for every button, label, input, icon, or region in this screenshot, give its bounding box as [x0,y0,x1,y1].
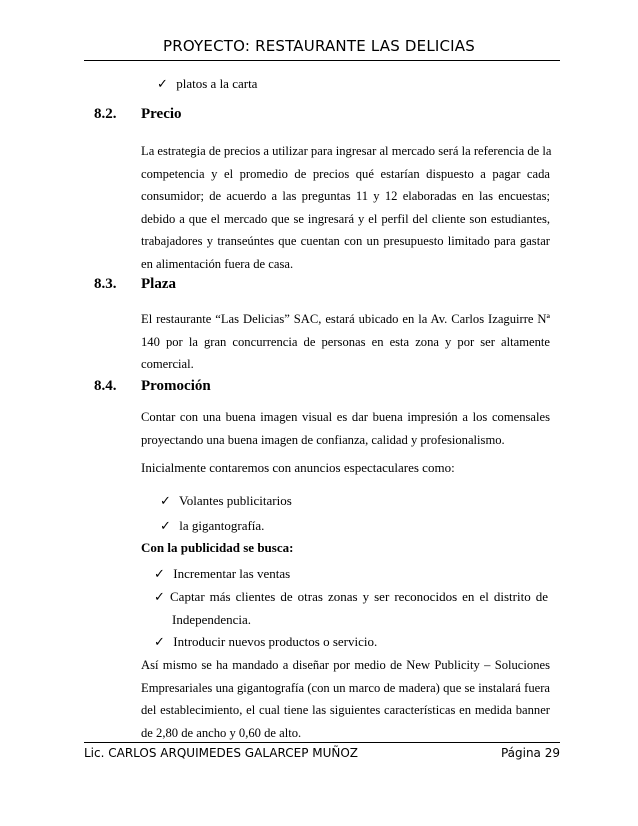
list-item [154,566,290,582]
text-line: La estrategia de precios a utilizar para ingresar al mercado será la referencia de la [141,144,552,158]
list-item-text: platos a la carta [176,76,258,91]
text-line: debido a que el mercado que se ingresará y el perfil del cliente son estudiantes, [141,211,550,226]
section-number: 8.3. [94,276,117,292]
list-item-text: Captar más clientes de otras zonas y ser reconocidos en el distrito de [170,589,548,604]
paragraph-closing [141,654,550,744]
text-line: competencia y el promedio de precios qué estarían dispuesto a pagar cada [141,166,550,181]
section-heading-precio [94,106,182,123]
section-number: 8.4. [94,378,117,394]
list-item [160,518,264,534]
section-title: Plaza [141,276,176,292]
section-title: Precio [141,106,182,122]
list-item [154,634,377,650]
text-line: en alimentación fuera de casa. [141,256,294,271]
promo-intro: Inicialmente contaremos con anuncios espectaculares como: [141,460,455,475]
text-line: Empresariales una gigantografía (con un marco de madera) que se instalará fuera [141,680,550,695]
section-heading-promocion [94,378,211,395]
paragraph-promocion [141,406,550,451]
section-heading-plaza [94,276,176,293]
paragraph-plaza [141,308,550,376]
footer-divider [84,742,560,743]
text-line: del establecimiento, el cual tiene las siguientes características en medida banner [141,703,550,717]
text-line: de 2,80 de ancho y 0,60 de alto. [141,725,302,740]
text-line: El restaurante “Las Delicias” SAC, estará ubicado en la Av. Carlos Izaguirre Nª [141,312,550,326]
section-title: Promoción [141,378,211,394]
list-item-text: Volantes publicitarios [179,493,292,508]
header-divider [84,60,560,61]
page-header-title: PROYECTO: RESTAURANTE LAS DELICIAS [162,37,475,55]
check-icon: ✓ [160,519,171,534]
list-item-text: Incrementar las ventas [173,566,291,581]
goal-heading: Con la publicidad se busca: [141,540,294,555]
text-line: Contar con una buena imagen visual es dar buena impresión a los comensales [141,410,550,424]
text-line: 140 por la gran concurrencia de personas en esta zona y por ser altamente [141,334,550,349]
text-line: trabajadores y transeúntes que cuentan con un presupuesto limitado para gastar [141,234,550,248]
list-item-text: la gigantografía. [179,518,265,533]
list-item [160,493,292,509]
paragraph-precio [141,140,550,275]
list-item [157,76,257,92]
list-item [154,589,550,605]
footer-author: Lic. CARLOS ARQUIMEDES GALARCEP MUÑOZ [84,746,359,760]
section-number: 8.2. [94,106,117,122]
text-line: proyectando una buena imagen de confianza, calidad y profesionalismo. [141,432,505,447]
list-item-text: Introducir nuevos productos o servicio. [173,634,378,649]
text-line: comercial. [141,357,194,371]
text-line: Así mismo se ha mandado a diseñar por medio de New Publicity – Soluciones [141,658,550,672]
footer-page-number: Página 29 [500,746,560,760]
text-line: consumidor; de acuerdo a las preguntas 11 y 12 elaboradas en las encuestas; [141,189,550,203]
check-icon: ✓ [154,590,165,605]
check-icon: ✓ [154,567,165,582]
list-item-continuation: Independencia. [172,612,252,627]
check-icon: ✓ [154,635,165,650]
check-icon: ✓ [157,77,168,92]
check-icon: ✓ [160,494,171,509]
